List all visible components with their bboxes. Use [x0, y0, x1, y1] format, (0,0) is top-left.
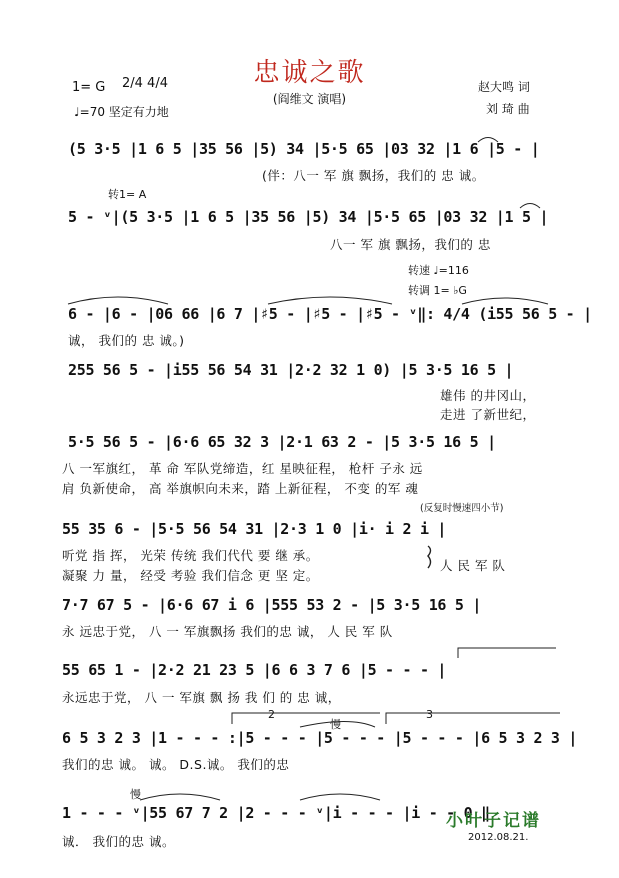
tie-3 — [68, 297, 168, 304]
tempo-change-mark: 转速 ♩=116 — [408, 264, 469, 277]
lyrics-row-3: 诚， 我们的 忠 诚。) — [68, 333, 185, 348]
performer-credit: (阎维文 演唱) — [272, 92, 347, 106]
notation-row-3: 6 - |6 - |06 66 |6 7 |♯5 - |♯5 - |♯5 - ᵛ‖: 4/4 (i55 56 5 - | — [68, 305, 592, 323]
volta-2-mark: 2 — [268, 708, 275, 721]
volta-3-mark: 3 — [426, 708, 433, 721]
tie-8 — [300, 794, 380, 800]
notation-row-7: 7·7 67 5 - |6·6 67 i 6 |555 53 2 - |5 3·5 16 5 | — [62, 596, 482, 614]
notation-row-9: 6 5 3 2 3 |1 - - - :|5 - - - |5 - - - |5 - - - |6 5 3 2 3 | — [62, 729, 578, 747]
chorus-lyric: 人 民 军 队 — [440, 558, 506, 573]
tie-7 — [140, 794, 220, 800]
composer-credit: 刘 琦 曲 — [486, 102, 530, 116]
notation-row-8: 55 65 1 - |2·2 21 23 5 |6 6 3 7 6 |5 - - - | — [62, 661, 447, 679]
slow-mark-final: 慢 — [130, 788, 141, 801]
lyrics-row-10: 诚． 我们的忠 诚。 — [62, 834, 175, 849]
key-change-mark: 转1= A — [108, 188, 147, 201]
slow-mark: 慢 — [330, 718, 341, 731]
lyricist-credit: 赵大鸣 词 — [478, 80, 530, 94]
time-signature: 2/4 4/4 — [122, 76, 168, 91]
brace — [428, 546, 431, 568]
notation-row-4: 255 56 5 - |i55 56 54 31 |2·2 32 1 0) |5 3·5 16 5 | — [68, 361, 514, 379]
notation-row-6: 55 35 6 - |5·5 56 54 31 |2·3 1 0 |i· i 2 i | — [62, 520, 447, 538]
notation-date: 2012.08.21. — [468, 832, 529, 843]
notation-row-2: 5 - ᵛ|(5 3·5 |1 6 5 |35 56 |5) 34 |5·5 65 |03 32 |1 5 | — [68, 208, 549, 226]
song-title: 忠诚之歌 — [253, 58, 366, 88]
tie-1 — [478, 138, 498, 143]
lyrics-row-4-verse-2: 走进 了新世纪， — [440, 407, 536, 422]
modulation-mark: 转调 1= ♭G — [408, 284, 467, 297]
lyrics-row-1: (伴：八一 军 旗 飘扬，我们的 忠 诚。 — [262, 168, 485, 183]
lyrics-row-4-verse-1: 雄伟 的井冈山， — [440, 388, 536, 403]
notation-row-5: 5·5 56 5 - |6·6 65 32 3 |2·1 63 2 - |5 3·5 16 5 | — [68, 433, 496, 451]
lyrics-row-5-verse-1: 八 一军旗红， 革 命 军队党缔造，红 星映征程， 枪杆 子永 远 — [62, 461, 423, 476]
tie-6 — [300, 722, 375, 728]
tempo-marking: ♩=70 坚定有力地 — [74, 105, 169, 119]
lyrics-row-2: 八一 军 旗 飘扬，我们的 忠 — [330, 237, 491, 252]
volta-bracket-1 — [458, 648, 556, 658]
lyrics-row-5-verse-2: 肩 负新使命， 高 举旗帜向未来，踏 上新征程， 不变 的军 魂 — [62, 481, 419, 496]
repeat-note: (反复时慢速四小节) — [420, 503, 504, 514]
notation-row-10: 1 - - - ᵛ|55 67 7 2 |2 - - - ᵛ|i - - - |i - - 0 ‖ — [62, 804, 490, 822]
tie-5 — [462, 298, 548, 304]
key-signature: 1= G — [72, 80, 106, 95]
tie-2 — [520, 204, 540, 209]
tie-4 — [268, 297, 392, 304]
notation-row-1: (5 3·5 |1 6 5 |35 56 |5) 34 |5·5 65 |03 32 |1 6 |5 - | — [68, 140, 540, 158]
volta-bracket-3 — [386, 713, 560, 724]
notation-logo: 小叶子记谱 — [446, 811, 541, 831]
lyrics-row-6-verse-1: 听党 指 挥， 光荣 传统 我们代代 要 继 承。 — [62, 548, 319, 563]
lyrics-row-8: 永远忠于党， 八 一 军旗 飘 扬 我 们 的 忠 诚， — [62, 690, 341, 705]
lyrics-row-7: 永 远忠于党， 八 一 军旗飘扬 我们的忠 诚， 人 民 军 队 — [62, 624, 393, 639]
lyrics-row-6-verse-2: 凝聚 力 量， 经受 考验 我们信念 更 坚 定。 — [62, 568, 319, 583]
lyrics-row-9: 我们的忠 诚。 诚。 D.S.诚。 我们的忠 — [62, 757, 290, 772]
